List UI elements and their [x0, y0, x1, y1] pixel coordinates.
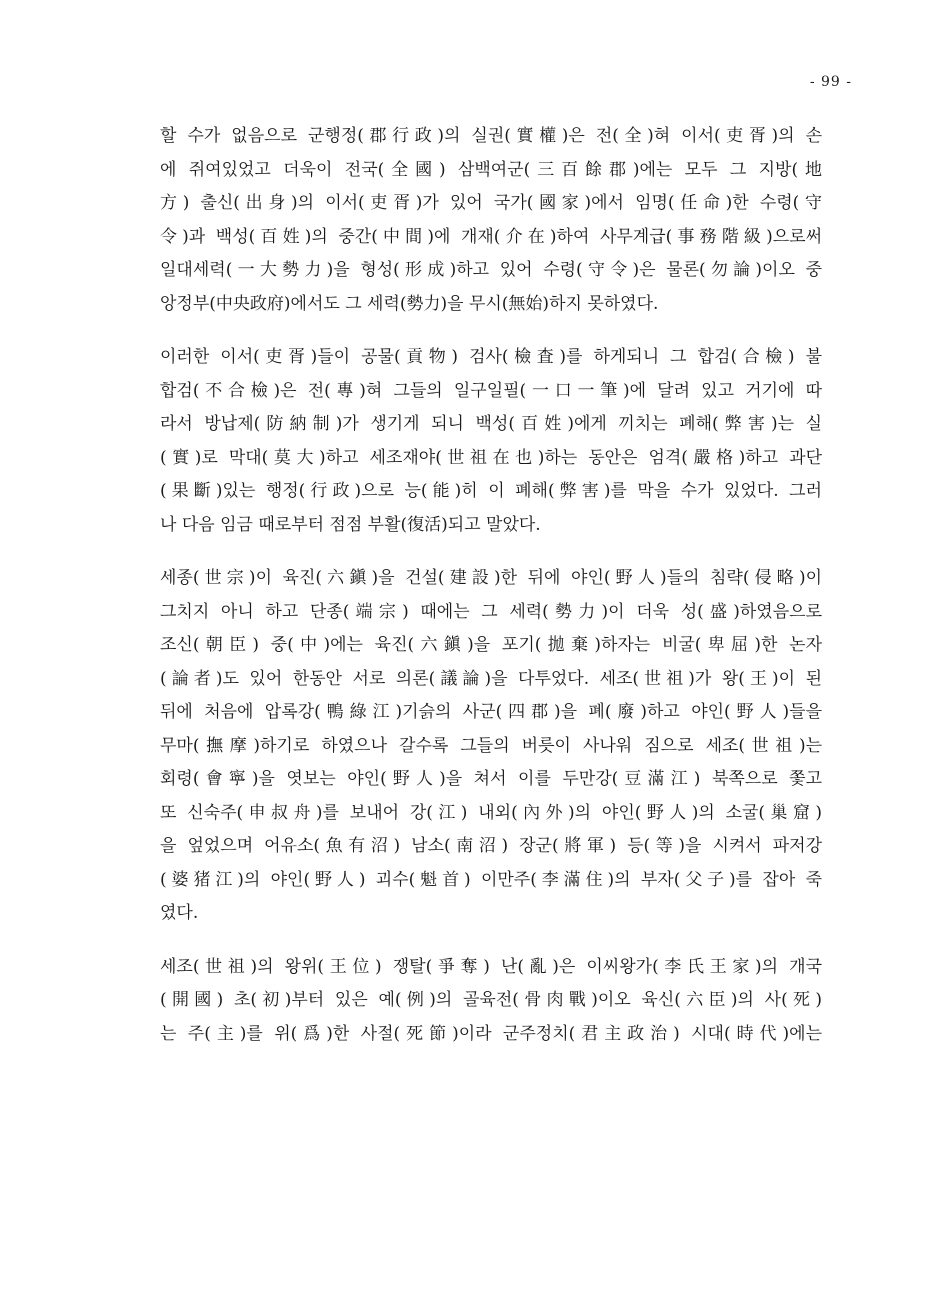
text-line: 세조(世祖)의 왕위(王位) 쟁탈(爭奪) 난(亂)은 이씨왕가(李氏王家)의 개국 — [160, 956, 822, 977]
text-line: 조신(朝臣) 중(中)에는 육진(六鎭)을 포기(拋棄)하자는 비굴(卑屈)한 논자 — [160, 635, 822, 655]
paragraph-2 — [160, 341, 822, 542]
text-line: 앙정부(中央政府)에서도 그 세력(勢力)을 무시(無始)하지 못하였다. — [160, 293, 659, 314]
text-line: 그치지 아니 하고 단종(端宗) 때에는 그 세력(勢力)이 더욱 성(盛)하였음으로 — [160, 601, 822, 622]
text-line: (婆猪江)의 야인(野人) 괴수(魁首) 이만주(李滿住)의 부자(父子)를 잡아 죽 — [160, 869, 822, 890]
text-line: (開國) 초(初)부터 있은 예(例)의 골육전(骨肉戰)이오 육신(六臣)의 사(死) — [160, 990, 822, 1010]
page-number: - 99 - — [809, 74, 852, 90]
text-line: 세종(世宗)이 육진(六鎭)을 건설(建設)한 뒤에 야인(野人)들의 침략(侵略)이 — [160, 568, 822, 588]
text-line: 는 주(主)를 위(爲)한 사절(死節)이라 군주정치(君主政治) 시대(時代)에는 — [160, 1023, 822, 1044]
text-line: 라서 방납제(防納制)가 생기게 되니 백성(百姓)에게 끼치는 폐해(弊害)는 실 — [160, 414, 822, 434]
text-line: 할 수가 없음으로 군행정(郡行政)의 실권(實權)은 전(全)혀 이서(吏胥)의 손 — [160, 126, 822, 146]
text-line: 무마(撫摩)하기로 하였으나 갈수록 그들의 버릇이 사나워 짐으로 세조(世祖)는 — [160, 735, 822, 756]
text-line: 뒤에 처음에 압록강(鴨綠江)기슭의 사군(四郡)을 폐(廢)하고 야인(野人)들을 — [160, 702, 822, 722]
text-line: 이러한 이서(吏胥)들이 공물(貢物) 검사(檢査)를 하게되니 그 합검(合檢) 불 — [160, 347, 822, 367]
text-line: 方) 출신(出身)의 이서(吏胥)가 있어 국가(國家)에서 임명(任命)한 수령(守 — [160, 193, 822, 213]
body-text — [160, 120, 822, 1071]
text-line: 합검(不合檢)은 전(專)혀 그들의 일구일필(一口一筆)에 달려 있고 거기에 따 — [160, 380, 822, 401]
text-line: 을 엎었으며 어유소(魚有沼) 남소(南沼) 장군(將軍) 등(等)을 시켜서 파저강 — [160, 836, 822, 856]
text-line: 회령(會寧)을 엿보는 야인(野人)을 쳐서 이를 두만강(豆滿江) 북쪽으로 쫓고 — [160, 769, 822, 789]
text-line: (果斷)있는 행정(行政)으로 능(能)히 이 폐해(弊害)를 막을 수가 있었다. 그러 — [160, 481, 822, 501]
text-line: 에 쥐여있었고 더욱이 전국(全國) 삼백여군(三百餘郡)에는 모두 그 지방(地 — [160, 159, 822, 180]
text-line: 였다. — [160, 903, 199, 923]
paragraph-4 — [160, 951, 822, 1052]
text-line: 또 신숙주(申叔舟)를 보내어 강(江) 내외(內外)의 야인(野人)의 소굴(巢窟) — [160, 802, 822, 823]
paragraph-1 — [160, 120, 822, 321]
text-line: (實)로 막대(莫大)하고 세조재야(世祖在也)하는 동안은 엄격(嚴格)하고 과단 — [160, 447, 822, 468]
text-line: 나 다음 임금 때로부터 점점 부활(復活)되고 말았다. — [160, 514, 541, 535]
text-line: 令)과 백성(百姓)의 중간(中間)에 개재(介在)하여 사무계급(事務階級)으로써 — [160, 226, 822, 247]
text-line: (論者)도 있어 한동안 서로 의론(議論)을 다투었다. 세조(世祖)가 왕(王)이 된 — [160, 668, 822, 689]
text-line: 일대세력(一大勢力)을 형성(形成)하고 있어 수령(守令)은 물론(勿論)이오 중 — [160, 260, 822, 280]
paragraph-3 — [160, 562, 822, 931]
